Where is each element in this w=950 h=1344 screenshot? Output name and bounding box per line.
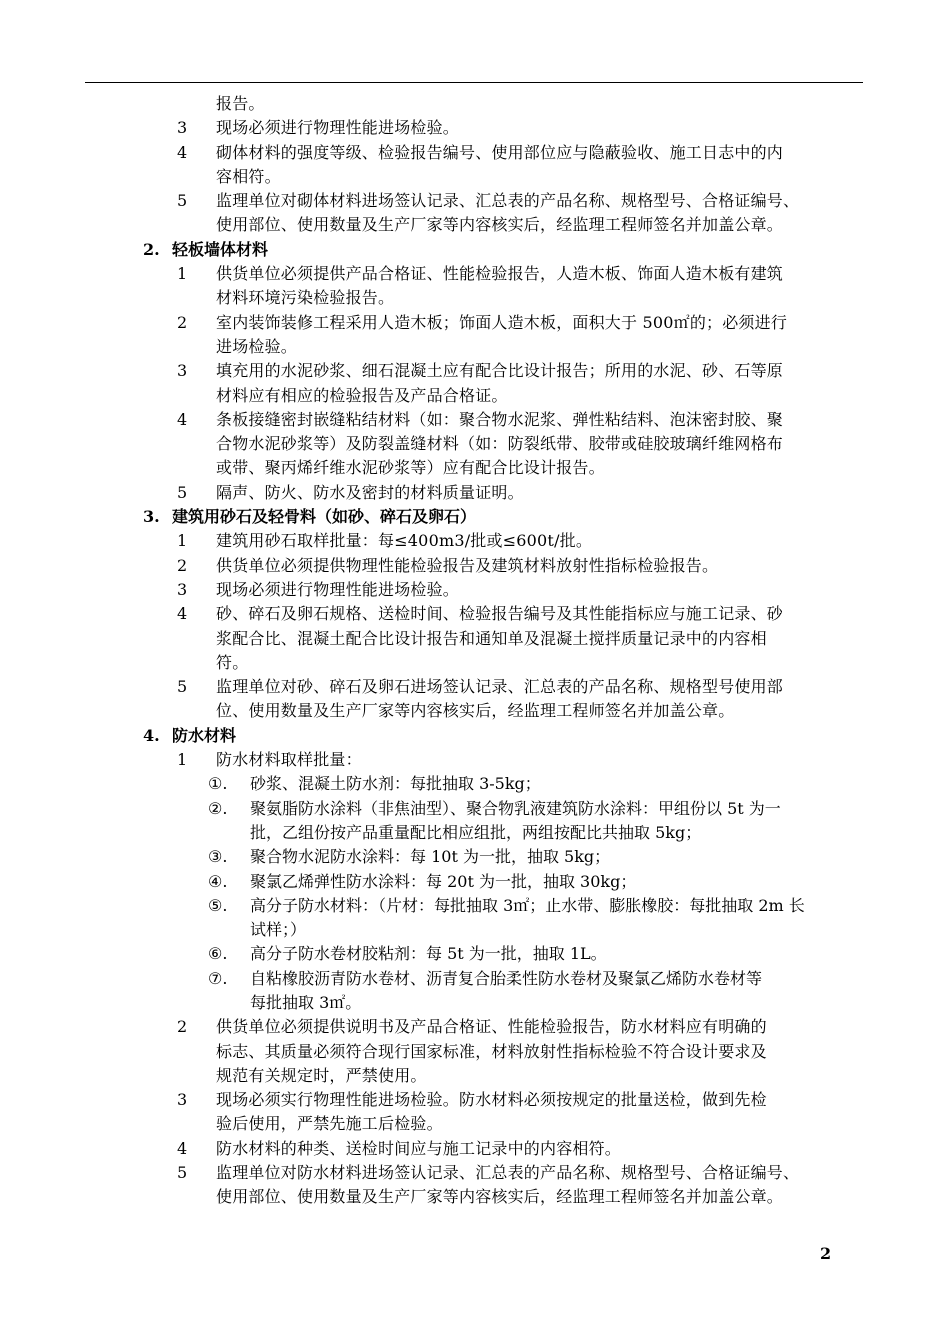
item-text: 供货单位必须提供物理性能检验报告及建筑材料放射性指标检验报告。 xyxy=(216,555,719,575)
item-text: 或带、聚丙烯纤维水泥砂浆等）应有配合比设计报告。 xyxy=(216,458,605,478)
item-text: 标志、其质量必须符合现行国家标准，材料放射性指标检验不符合设计要求及 xyxy=(216,1041,767,1061)
item-text: 条板接缝密封嵌缝粘结材料（如：聚合物水泥浆、弹性粘结料、泡沫密封胶、聚 xyxy=(216,409,784,429)
item-text: 符。 xyxy=(216,652,249,672)
list-item-line xyxy=(0,699,950,723)
item-text: 进场检验。 xyxy=(216,336,298,356)
item-text: 砂、碎石及卵石规格、送检时间、检验报告编号及其性能指标应与施工记录、砂 xyxy=(216,604,784,624)
list-item-line xyxy=(0,213,950,237)
item-text: 供货单位必须提供说明书及产品合格证、性能检验报告，防水材料应有明确的 xyxy=(216,1017,767,1037)
list-item-line xyxy=(0,1112,950,1136)
item-number: 4 xyxy=(177,142,188,162)
item-text: 使用部位、使用数量及生产厂家等内容核实后，经监理工程师签名并加盖公章。 xyxy=(216,215,784,235)
item-number: 5 xyxy=(177,677,188,697)
list-item-line xyxy=(0,262,950,286)
sub-item-line xyxy=(0,942,950,966)
item-text: 每批抽取 3㎡。 xyxy=(250,992,362,1012)
item-text: 隔声、防火、防水及密封的材料质量证明。 xyxy=(216,482,524,502)
sub-item-line xyxy=(0,821,950,845)
item-text: 室内装饰装修工程采用人造木板；饰面人造木板，面积大于 500㎡的；必须进行 xyxy=(216,312,788,332)
list-item-line xyxy=(0,335,950,359)
sub-item-marker: ⑥. xyxy=(208,944,228,964)
header-rule xyxy=(85,82,863,83)
section-title: 建筑用砂石及轻骨料（如砂、碎石及卵石） xyxy=(172,507,477,527)
list-item-line xyxy=(0,748,950,772)
item-number: 4 xyxy=(177,604,188,624)
section-title: 防水材料 xyxy=(172,725,237,745)
item-number: 3 xyxy=(177,361,188,381)
item-number: 4 xyxy=(177,409,188,429)
list-item-line xyxy=(0,116,950,140)
item-number: 3 xyxy=(177,118,188,138)
sub-item-line xyxy=(0,772,950,796)
section-heading xyxy=(0,238,950,262)
item-number: 5 xyxy=(177,191,188,211)
section-number: 2. xyxy=(143,239,160,259)
item-text: 高分子防水卷材胶粘剂：每 5t 为一批，抽取 1L。 xyxy=(250,944,607,964)
item-number: 3 xyxy=(177,1090,188,1110)
item-text: 监理单位对砂、碎石及卵石进场签认记录、汇总表的产品名称、规格型号使用部 xyxy=(216,677,784,697)
list-item-line xyxy=(0,311,950,335)
item-text: 现场必须进行物理性能进场检验。 xyxy=(216,118,460,138)
list-item-line xyxy=(0,408,950,432)
sub-item-line xyxy=(0,991,950,1015)
item-text: 自粘橡胶沥青防水卷材、沥青复合胎柔性防水卷材及聚氯乙烯防水卷材等 xyxy=(250,968,763,988)
item-text: 聚氨脂防水涂料（非焦油型）、聚合物乳液建筑防水涂料：甲组份以 5t 为一 xyxy=(250,798,781,818)
item-text: 聚合物水泥防水涂料：每 10t 为一批，抽取 5kg； xyxy=(250,847,611,867)
item-text: 防水材料取样批量： xyxy=(216,750,362,770)
list-item-line xyxy=(0,432,950,456)
item-text: 位、使用数量及生产厂家等内容核实后，经监理工程师签名并加盖公章。 xyxy=(216,701,735,721)
item-text: 材料环境污染检验报告。 xyxy=(216,288,395,308)
item-number: 2 xyxy=(177,312,188,332)
item-number: 2 xyxy=(177,555,188,575)
item-text: 监理单位对防水材料进场签认记录、汇总表的产品名称、规格型号、合格证编号、 xyxy=(216,1163,800,1183)
list-item-line xyxy=(0,1040,950,1064)
item-text: 高分子防水材料：（片材：每批抽取 3㎡；止水带、膨胀橡胶：每批抽取 2m 长 xyxy=(250,895,805,915)
list-item-line xyxy=(0,286,950,310)
item-number: 1 xyxy=(177,531,188,551)
sub-item-marker: ⑦. xyxy=(208,968,228,988)
section-title: 轻板墙体材料 xyxy=(172,239,269,259)
list-item-line xyxy=(0,1088,950,1112)
list-item-line xyxy=(0,1064,950,1088)
list-item-line xyxy=(0,456,950,480)
sub-item-line xyxy=(0,870,950,894)
list-item-line xyxy=(0,189,950,213)
sub-item-marker: ②. xyxy=(208,798,228,818)
item-number: 5 xyxy=(177,482,188,502)
item-text: 批，乙组份按产品重量配比相应组批，两组按配比共抽取 5kg； xyxy=(250,822,702,842)
list-item-line xyxy=(0,627,950,651)
item-text: 材料应有相应的检验报告及产品合格证。 xyxy=(216,385,508,405)
list-item-line xyxy=(0,602,950,626)
page-number: 2 xyxy=(820,1244,832,1263)
item-text: 使用部位、使用数量及生产厂家等内容核实后，经监理工程师签名并加盖公章。 xyxy=(216,1187,784,1207)
item-text: 规范有关规定时，严禁使用。 xyxy=(216,1065,427,1085)
item-number: 3 xyxy=(177,579,188,599)
section-heading xyxy=(0,505,950,529)
item-text: 验后使用，严禁先施工后检验。 xyxy=(216,1114,443,1134)
sub-item-marker: ④. xyxy=(208,871,228,891)
item-text: 防水材料的种类、送检时间应与施工记录中的内容相符。 xyxy=(216,1138,622,1158)
item-text: 供货单位必须提供产品合格证、性能检验报告，人造木板、饰面人造木板有建筑 xyxy=(216,264,784,284)
section-number: 3. xyxy=(143,507,160,527)
list-item-line xyxy=(0,359,950,383)
item-text: 合物水泥砂浆等）及防裂盖缝材料（如：防裂纸带、胶带或硅胶玻璃纤维网格布 xyxy=(216,434,784,454)
item-text: 现场必须进行物理性能进场检验。 xyxy=(216,579,460,599)
item-number: 2 xyxy=(177,1017,188,1037)
sub-item-line xyxy=(0,845,950,869)
list-item-line xyxy=(0,1185,950,1209)
list-item-line xyxy=(0,529,950,553)
item-text: 填充用的水泥砂浆、细石混凝土应有配合比设计报告；所用的水泥、砂、石等原 xyxy=(216,361,784,381)
item-text: 监理单位对砌体材料进场签认记录、汇总表的产品名称、规格型号、合格证编号、 xyxy=(216,191,800,211)
sub-item-marker: ⑤. xyxy=(208,895,228,915)
item-number: 4 xyxy=(177,1138,188,1158)
list-item-line xyxy=(0,384,950,408)
item-number: 1 xyxy=(177,264,188,284)
list-item-line xyxy=(0,92,950,116)
sub-item-marker: ①. xyxy=(208,774,228,794)
item-number: 1 xyxy=(177,750,188,770)
list-item-line xyxy=(0,651,950,675)
item-text: 浆配合比、混凝土配合比设计报告和通知单及混凝土搅拌质量记录中的内容相 xyxy=(216,628,767,648)
list-item-line xyxy=(0,1137,950,1161)
item-text: 报告。 xyxy=(216,94,265,113)
sub-item-line xyxy=(0,918,950,942)
item-text: 现场必须实行物理性能进场检验。防水材料必须按规定的批量送检，做到先检 xyxy=(216,1090,767,1110)
list-item-line xyxy=(0,1161,950,1185)
list-item-line xyxy=(0,165,950,189)
item-text: 砂浆、混凝土防水剂：每批抽取 3-5kg； xyxy=(250,774,541,794)
list-item-line xyxy=(0,481,950,505)
list-item-line xyxy=(0,578,950,602)
item-text: 砌体材料的强度等级、检验报告编号、使用部位应与隐蔽验收、施工日志中的内 xyxy=(216,142,784,162)
sub-item-line xyxy=(0,894,950,918)
item-text: 容相符。 xyxy=(216,166,281,186)
list-item-line xyxy=(0,1015,950,1039)
document-body xyxy=(0,92,950,1210)
sub-item-line xyxy=(0,797,950,821)
section-heading xyxy=(0,724,950,748)
sub-item-line xyxy=(0,967,950,991)
list-item-line xyxy=(0,554,950,578)
item-text: 聚氯乙烯弹性防水涂料：每 20t 为一批，抽取 30kg； xyxy=(250,871,637,891)
sub-item-marker: ③. xyxy=(208,847,228,867)
section-number: 4. xyxy=(143,725,160,745)
item-text: 试样；） xyxy=(250,920,307,940)
list-item-line xyxy=(0,141,950,165)
item-number: 5 xyxy=(177,1163,188,1183)
list-item-line xyxy=(0,675,950,699)
item-text: 建筑用砂石取样批量：每≤400m3/批或≤600t/批。 xyxy=(216,531,593,551)
